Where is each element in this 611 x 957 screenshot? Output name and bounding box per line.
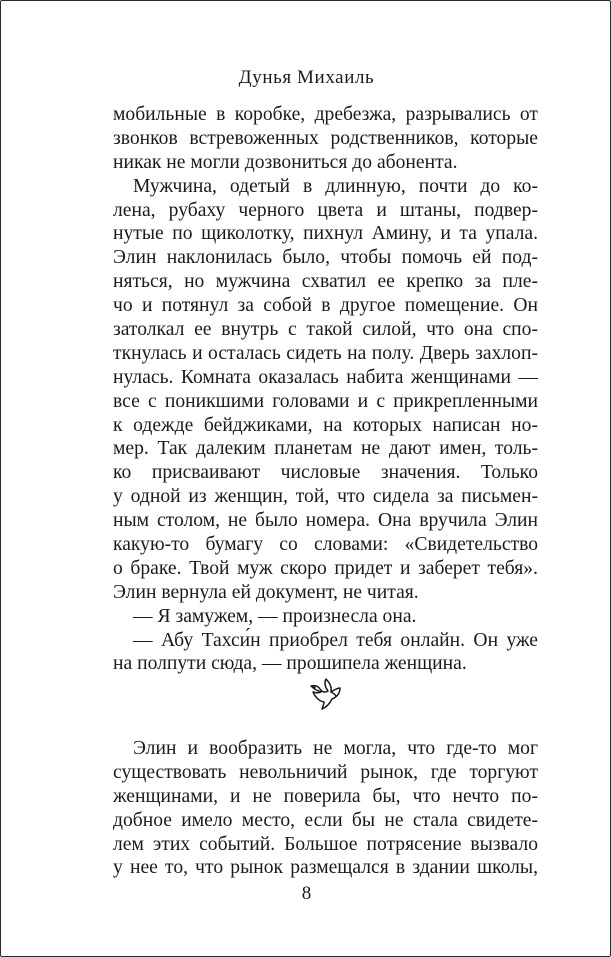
text-line: нулась. Комната оказалась набита женщинами — <box>113 366 538 388</box>
text-line: женщинами, и не поверила бы, что нечто по- <box>113 785 538 807</box>
text-line: о браке. Твой муж скоро придет и заберет тебя». <box>113 557 538 579</box>
text-line: Элин наклонилась было, чтобы помочь ей под- <box>113 247 538 269</box>
dove-icon <box>304 673 348 717</box>
text-line: у одной из женщин, той, что сидела за письмен- <box>113 486 538 508</box>
text-line: никак не могли дозвониться до абонента. <box>113 151 458 173</box>
text-line: звонков встревоженных родственников, которые <box>113 127 538 149</box>
text-line: — Абу Тахси́н приобрел тебя онлайн. Он уже <box>133 629 538 651</box>
text-line: Элин и вообразить не могла, что где-то мог <box>133 738 538 759</box>
running-head: Дунья Михаиль <box>238 67 375 88</box>
text-line: ным столом, не было номера. Она вручила Элин <box>113 510 538 532</box>
text-line: ткнулась и осталась сидеть на полу. Дверь захлоп- <box>113 342 538 364</box>
text-line: Элин вернула ей документ, не читая. <box>113 581 419 603</box>
text-line: какую-то бумагу со словами: «Свидетельство <box>113 534 538 556</box>
text-line: нутые по щиколотку, пихнул Амину, и та упала. <box>113 223 538 245</box>
text-line: лем этих событий. Большое потрясение вызвало <box>113 833 538 855</box>
text-line: затолкал ее внутрь с такой силой, что она спо- <box>113 319 538 341</box>
text-line: добное имело место, если бы не стала свидете- <box>113 809 538 831</box>
text-line: существовать невольничий рынок, где торгуют <box>113 761 538 783</box>
text-section-2 <box>113 737 538 880</box>
text-line: у нее то, что рынок размещался в здании школы, <box>113 857 538 879</box>
text-line: мобильные в коробке, дребезжа, разрывались от <box>113 104 538 125</box>
text-line: все с поникшими головами и с прикрепленными <box>113 390 538 412</box>
text-line: Мужчина, одетый в длинную, почти до ко- <box>133 175 538 197</box>
text-line: лена, рубаху черного цвета и штаны, подвер- <box>113 199 538 221</box>
text-line: — Я замужем, — произнесла она. <box>133 605 417 627</box>
text-line: к одежде бейджиками, на которых написан но- <box>113 414 538 436</box>
text-line: мер. Так далеким планетам не дают имен, толь- <box>113 438 538 460</box>
page-number: 8 <box>301 883 312 904</box>
text-line: на полпути сюда, — прошипела женщина. <box>113 653 467 675</box>
text-line: няться, но мужчина схватил ее крепко за пле- <box>113 271 538 293</box>
text-line: чо и потянул за собой в другое помещение. Он <box>113 295 538 317</box>
text-line: ко присваивают числовые значения. Только <box>113 462 538 484</box>
text-section-1 <box>113 103 538 676</box>
